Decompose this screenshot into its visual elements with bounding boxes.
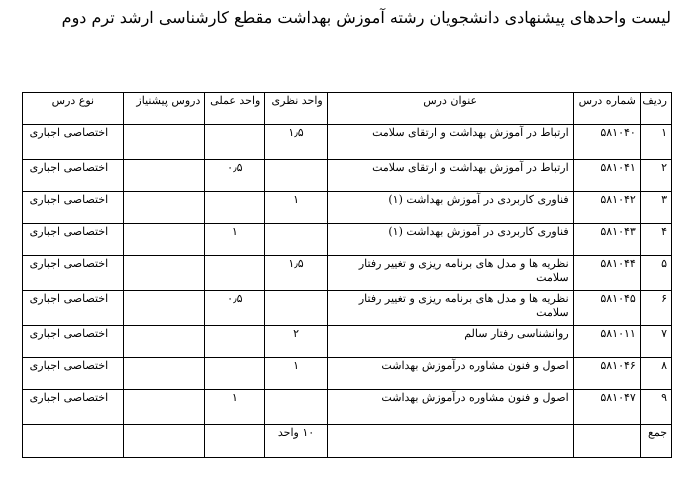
course-title-cell: اصول و فنون مشاوره درآموزش بهداشت xyxy=(327,358,573,390)
table-header-row xyxy=(23,93,672,125)
course-title-cell: اصول و فنون مشاوره درآموزش بهداشت xyxy=(327,390,573,425)
prerequisite-cell xyxy=(123,358,205,390)
course-title-cell: نظریه ها و مدل های برنامه ریزی و تغییر رفتار سلامت xyxy=(327,291,573,326)
table-row xyxy=(23,326,672,358)
header-prerequisite: دروس پیشنیاز xyxy=(123,93,205,125)
table-row xyxy=(23,390,672,425)
total-empty-cell xyxy=(205,425,265,458)
theory-units-cell: ۱ xyxy=(265,358,327,390)
total-empty-cell xyxy=(327,425,573,458)
course-type-cell: اختصاصی اجباری xyxy=(23,192,124,224)
course-units-table xyxy=(22,92,672,458)
course-type-cell: اختصاصی اجباری xyxy=(23,390,124,425)
table-row xyxy=(23,192,672,224)
prerequisite-cell xyxy=(123,291,205,326)
total-empty-cell xyxy=(23,425,124,458)
practical-units-cell: ۰٫۵ xyxy=(205,160,265,192)
header-theory-units: واحد نظری xyxy=(265,93,327,125)
course-code-cell: ۵۸۱۰۴۶ xyxy=(573,358,640,390)
table-row xyxy=(23,358,672,390)
course-title-cell: روانشناسی رفتار سالم xyxy=(327,326,573,358)
table-row xyxy=(23,291,672,326)
prerequisite-cell xyxy=(123,192,205,224)
header-course-type: نوع درس xyxy=(23,93,124,125)
course-type-cell: اختصاصی اجباری xyxy=(23,256,124,291)
theory-units-cell xyxy=(265,160,327,192)
course-type-cell: اختصاصی اجباری xyxy=(23,291,124,326)
header-course-code: شماره درس xyxy=(573,93,640,125)
row-number-cell: ۸ xyxy=(640,358,671,390)
practical-units-cell xyxy=(205,125,265,160)
course-code-cell: ۵۸۱۰۴۰ xyxy=(573,125,640,160)
course-title-cell: ارتباط در آموزش بهداشت و ارتقای سلامت xyxy=(327,125,573,160)
total-label: جمع xyxy=(640,425,671,458)
practical-units-cell xyxy=(205,358,265,390)
header-course-title: عنوان درس xyxy=(327,93,573,125)
theory-units-cell: ۱٫۵ xyxy=(265,256,327,291)
row-number-cell: ۵ xyxy=(640,256,671,291)
document-title: لیست واحدهای پیشنهادی دانشجویان رشته آموزش بهداشت مقطع کارشناسی ارشد ترم دوم xyxy=(61,8,671,27)
prerequisite-cell xyxy=(123,224,205,256)
header-practical-units: واحد عملی xyxy=(205,93,265,125)
row-number-cell: ۶ xyxy=(640,291,671,326)
theory-units-cell: ۱٫۵ xyxy=(265,125,327,160)
course-type-cell: اختصاصی اجباری xyxy=(23,326,124,358)
course-code-cell: ۵۸۱۰۴۲ xyxy=(573,192,640,224)
theory-units-cell xyxy=(265,291,327,326)
practical-units-cell xyxy=(205,192,265,224)
theory-units-cell: ۱ xyxy=(265,192,327,224)
total-empty-cell xyxy=(573,425,640,458)
practical-units-cell: ۰٫۵ xyxy=(205,291,265,326)
prerequisite-cell xyxy=(123,326,205,358)
course-title-cell: فناوری کاربردی در آموزش بهداشت (۱) xyxy=(327,192,573,224)
table-row xyxy=(23,160,672,192)
row-number-cell: ۷ xyxy=(640,326,671,358)
course-title-cell: ارتباط در آموزش بهداشت و ارتقای سلامت xyxy=(327,160,573,192)
practical-units-cell xyxy=(205,326,265,358)
course-title-cell: فناوری کاربردی در آموزش بهداشت (۱) xyxy=(327,224,573,256)
total-units: ۱۰ واحد xyxy=(265,425,327,458)
theory-units-cell xyxy=(265,390,327,425)
row-number-cell: ۴ xyxy=(640,224,671,256)
course-code-cell: ۵۸۱۰۴۳ xyxy=(573,224,640,256)
practical-units-cell: ۱ xyxy=(205,390,265,425)
course-type-cell: اختصاصی اجباری xyxy=(23,160,124,192)
prerequisite-cell xyxy=(123,256,205,291)
table-row xyxy=(23,224,672,256)
total-row xyxy=(23,425,672,458)
row-number-cell: ۳ xyxy=(640,192,671,224)
course-title-cell: نظریه ها و مدل های برنامه ریزی و تغییر رفتار سلامت xyxy=(327,256,573,291)
practical-units-cell: ۱ xyxy=(205,224,265,256)
theory-units-cell xyxy=(265,224,327,256)
course-type-cell: اختصاصی اجباری xyxy=(23,224,124,256)
prerequisite-cell xyxy=(123,160,205,192)
practical-units-cell xyxy=(205,256,265,291)
course-type-cell: اختصاصی اجباری xyxy=(23,358,124,390)
prerequisite-cell xyxy=(123,125,205,160)
course-code-cell: ۵۸۱۰۴۴ xyxy=(573,256,640,291)
course-type-cell: اختصاصی اجباری xyxy=(23,125,124,160)
row-number-cell: ۹ xyxy=(640,390,671,425)
prerequisite-cell xyxy=(123,390,205,425)
row-number-cell: ۲ xyxy=(640,160,671,192)
row-number-cell: ۱ xyxy=(640,125,671,160)
course-code-cell: ۵۸۱۰۴۵ xyxy=(573,291,640,326)
header-row-number: ردیف xyxy=(640,93,671,125)
table-row xyxy=(23,256,672,291)
theory-units-cell: ۲ xyxy=(265,326,327,358)
total-empty-cell xyxy=(123,425,205,458)
course-code-cell: ۵۸۱۰۴۱ xyxy=(573,160,640,192)
course-code-cell: ۵۸۱۰۴۷ xyxy=(573,390,640,425)
course-code-cell: ۵۸۱۰۱۱ xyxy=(573,326,640,358)
table-row xyxy=(23,125,672,160)
